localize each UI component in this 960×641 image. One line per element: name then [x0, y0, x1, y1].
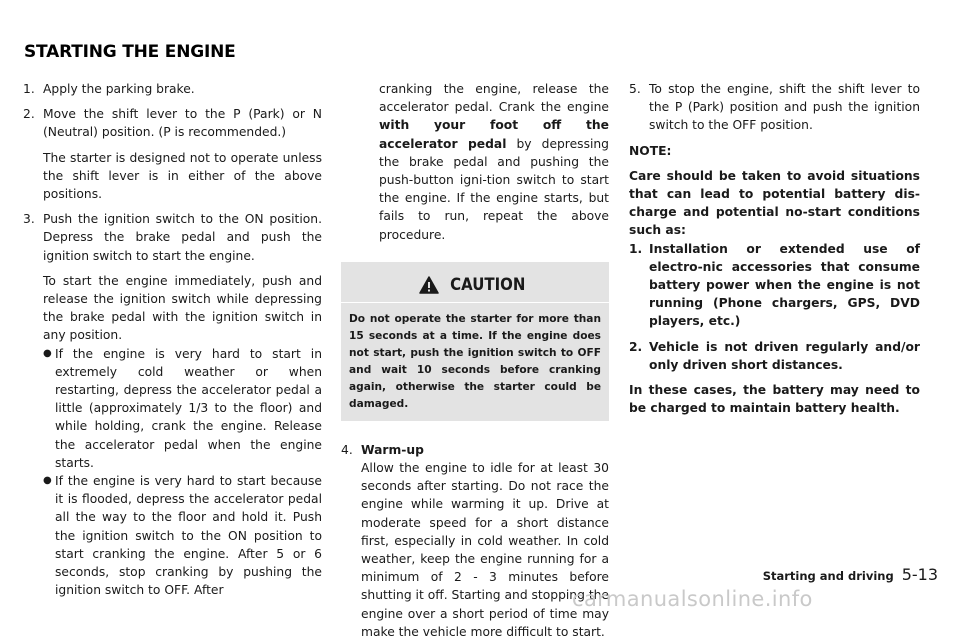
continuation-paragraph [341, 80, 609, 244]
note-item-1 [629, 240, 920, 331]
column-middle [341, 80, 609, 641]
bullet-text: If the engine is very hard to start in extremely cold weather or when restarting, depress the accelerator pedal a little (approximately 1/3 to the floor) and while holding, crank the engine. Release the accelerator pedal when the engine starts. [55, 346, 322, 470]
bullet-dot-icon: ● [43, 347, 52, 359]
step-text: Move the shift lever to the P (Park) or N (Neutral) position. (P is recommended.) [43, 107, 322, 140]
watermark: carmanualsonline.info [572, 587, 813, 611]
step-5 [629, 80, 920, 135]
caution-box [341, 262, 609, 421]
step-text: To stop the engine, shift the shift lever to the P (Park) position and push the ignition switch to the OFF position. [649, 82, 920, 133]
continuation-text: cranking the engine, release the accelerator pedal. Crank the engine [379, 82, 609, 115]
step-3-note: To start the engine immediately, push and release the ignition switch while depressing the brake pedal with the ignition switch in any position. [43, 273, 322, 343]
caution-text: Do not operate the starter for more than 15 seconds at a time. If the engine does not start, push the ignition switch to OFF and wait 10 seconds before cranking again, otherwise the starter could be damaged. [341, 302, 609, 413]
caution-title: CAUTION [450, 274, 526, 295]
caution-header [341, 262, 609, 302]
closing-text: In these cases, the battery may need to be charged to maintain battery health. [629, 383, 920, 416]
note-item-2 [629, 338, 920, 374]
footer-section: Starting and driving [762, 569, 894, 583]
step-4 [341, 441, 609, 459]
column-left [23, 80, 322, 599]
step-4-text: Allow the engine to idle for at least 30 seconds after starting. Do not race the engine while warming it up. Drive at moderate speed for a short distance first, especially in cold weather. In cold weather, keep the engine running for a minimum of 2 - 3 minutes before shutting it off. Starting and stopping the engine over a short period of time may make the vehicle more difficult to start. [361, 461, 609, 639]
step-number: 1. [23, 82, 35, 96]
step-number: 5. [629, 82, 641, 96]
item-text: Vehicle is not driven regularly and/or only driven short distances. [649, 339, 920, 372]
step-text: Apply the parking brake. [43, 82, 195, 96]
page-number: 5-13 [901, 565, 938, 584]
step-number: 4. [341, 442, 353, 457]
step-text: Push the ignition switch to the ON position. Depress the brake pedal and push the ignition switch to start the engine. [43, 212, 322, 263]
step-1 [23, 80, 322, 98]
item-number: 1. [629, 241, 643, 256]
bullet-text: If the engine is very hard to start because it is flooded, depress the accelerator pedal all the way to the floor and hold it. Push the ignition switch to the ON position to start cranking the engine. After 5 or 6 seconds, stop cranking by pushing the ignition switch to OFF. After [55, 474, 322, 598]
item-text: Installation or extended use of electro-nic accessories that consume battery power when the engine is not running (Phone chargers, GPS, DVD players, etc.) [649, 241, 920, 329]
note-text: Care should be taken to avoid situations that can lead to potential battery dis-charge and potential no-start conditions such as: [629, 168, 920, 238]
step-2 [23, 105, 322, 141]
section-heading: STARTING THE ENGINE [24, 42, 236, 62]
step-number: 2. [23, 107, 35, 122]
continuation-text-end: by depressing the brake pedal and pushing the push-button igni-tion switch to start the engine. If the engine starts, but fails to run, repeat the above procedure. [379, 136, 609, 242]
column-right [629, 80, 920, 417]
note-label: NOTE: [629, 143, 672, 158]
bullet-item [23, 472, 322, 599]
step-3 [23, 210, 322, 265]
warning-triangle-icon [419, 276, 439, 294]
item-number: 2. [629, 339, 643, 354]
step-title: Warm-up [361, 442, 424, 457]
step-number: 3. [23, 212, 35, 227]
page-footer [700, 565, 938, 584]
bullet-dot-icon: ● [43, 475, 52, 487]
bullet-item [23, 345, 322, 472]
continuation-bold: with your foot off the accelerator pedal [379, 118, 609, 151]
step-2-note: The starter is designed not to operate unless the shift lever is in either of the above positions. [43, 150, 322, 202]
